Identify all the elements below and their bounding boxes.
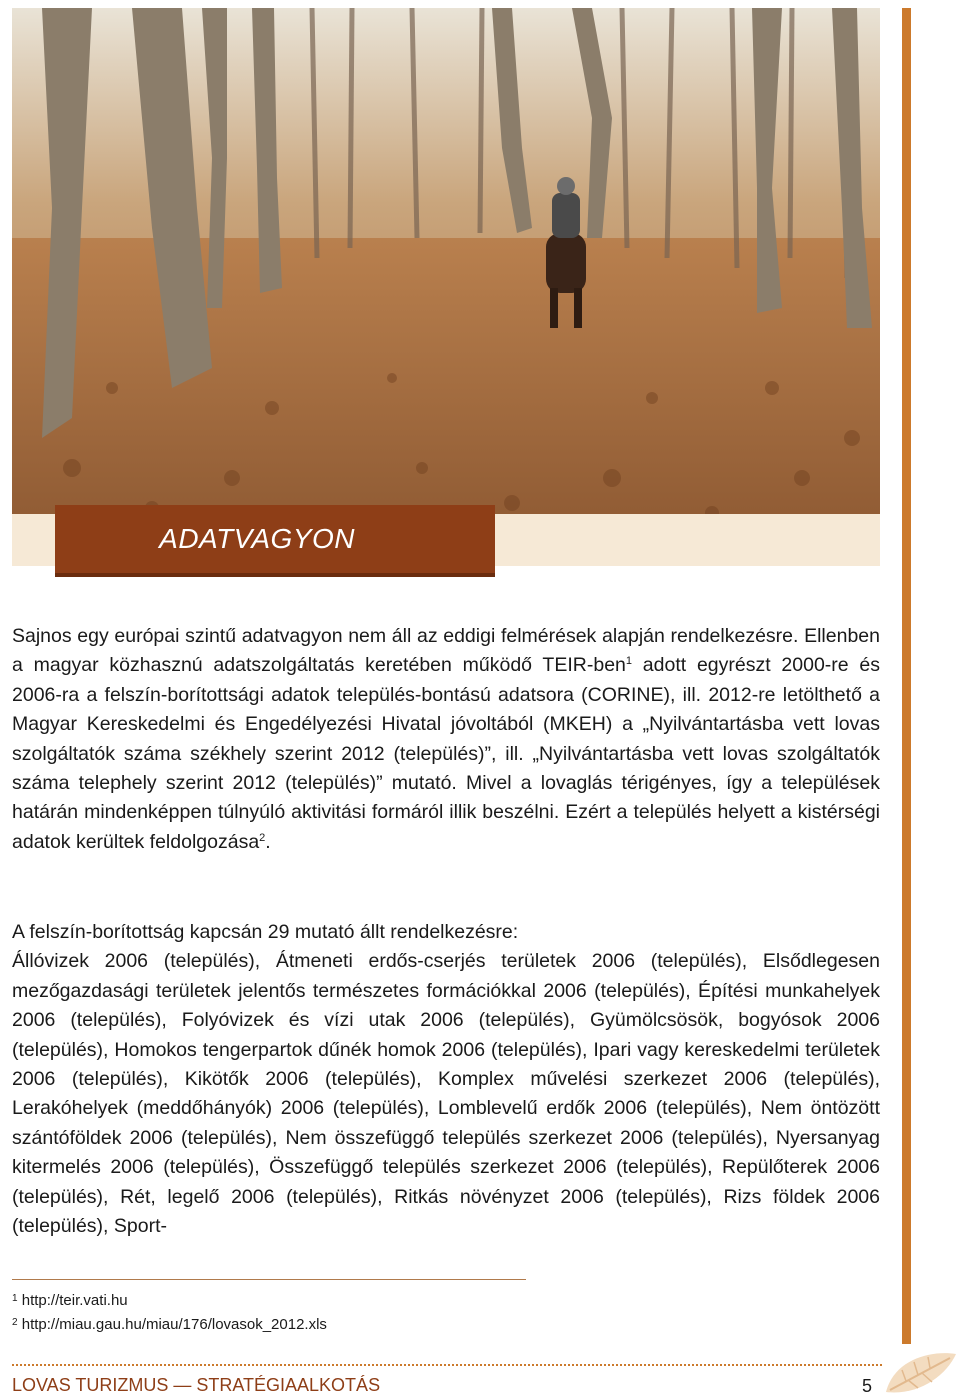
footnote-link[interactable]: http://miau.gau.hu/miau/176/lovasok_2012.xls — [21, 1316, 327, 1333]
right-margin-rule — [902, 8, 911, 1344]
forest-horse-rider-photo — [12, 8, 880, 566]
section-title: ADATVAGYON — [159, 523, 355, 554]
page-number: 5 — [862, 1376, 873, 1396]
indicator-list: Állóvizek 2006 (település), Átmeneti erdős-cserjés területek 2006 (település), Elsődlegesen mezőgazdasági területek jelentős természetes formációkkal 2006 (település), Építési munkahelyek 2006 (település), Folyóvizek és vízi utak 2006 (település), Gyümölcsösök, bogyósok 2006 (település), Homokos tengerpartok dűnék homok 2006 (település), Ipari vagy kereskedelmi területek 2006 (település), Kikötők 2006 (település), Komplex művelési szerkezet 2006 (település), Lerakóhelyek (meddőhányók) 2006 (település), Lomblevelű erdők 2006 (település), Nem öntözött szántóföldek 2006 (település), Nem összefüggő település szerkezet 2006 (település), Nyersanyag kitermelés 2006 (település), Összefüggő település szerkezet 2006 (település), Repülőterek 2006 (település), Rét, legelő 2006 (település), Ritkás növényzet 2006 (település), Rizs földek 2006 (település), Sport- — [12, 950, 880, 1238]
paragraph-land-cover — [12, 918, 880, 1241]
section-title-box — [55, 505, 495, 577]
paragraph-intro: A felszín-borítottság kapcsán 29 mutató állt rendelkezésre: — [12, 921, 519, 943]
footnote-divider — [12, 1279, 526, 1280]
paragraph-text: . — [265, 830, 271, 853]
footnote-1 — [12, 1292, 128, 1310]
footer-dotted-rule — [12, 1364, 882, 1366]
footnote-2 — [12, 1316, 327, 1334]
leaf-icon — [872, 1346, 960, 1399]
footer-title: LOVAS TURIZMUS — STRATÉGIAALKOTÁS — [12, 1375, 381, 1395]
footnote-link[interactable]: http://teir.vati.hu — [21, 1292, 128, 1309]
footnote-number: 1 — [12, 1293, 18, 1304]
paragraph-data-assets — [12, 622, 880, 857]
paragraph-text: adott egyrészt 2000-re és 2006-ra a felszín-borítottsági adatok település-bontású adatsora (CORINE), ill. 2012-re letölthető a Magyar Kereskedelmi és Engedélyezési Hivatal jóvoltából (MKEH) a „Nyilvántartásba vett lovas szolgáltatók száma székhely szerint 2012 (település)”, ill. „Nyilvántartásba vett lovas szolgáltatók száma telephely szerint 2012 (település)” mutató. Mivel a lovaglás térigényes, így a települések határán mindenképpen túlnyúló aktivitási formáról illik beszélni. Ezért a település helyett a kistérségi adatok kerültek feldolgozása — [12, 654, 880, 853]
footnote-ref[interactable]: 1 — [625, 655, 633, 668]
footnote-number: 2 — [12, 1317, 18, 1328]
paragraph-text: Sajnos egy európai szintű adatvagyon nem áll az eddigi felmérések alapján rendelkezésre. Ellenben a magyar közhasznú adatszolgáltatás keretében működő TEIR-ben — [12, 625, 880, 677]
footnote-ref[interactable]: 2 — [259, 831, 266, 844]
